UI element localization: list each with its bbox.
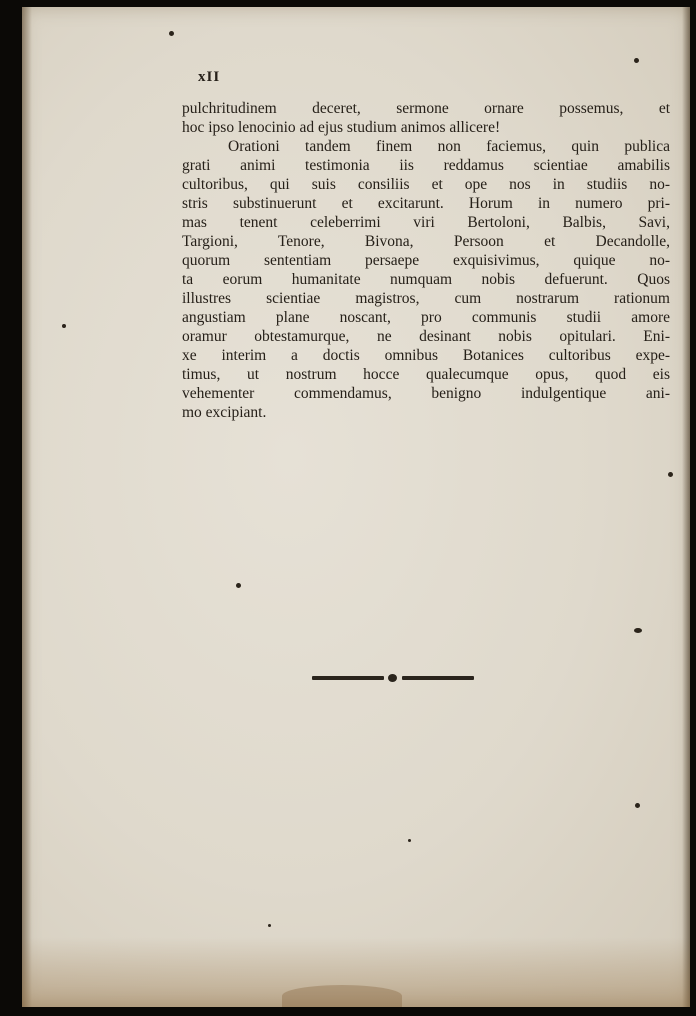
paper-speck <box>236 583 241 588</box>
page-edge-shadow <box>682 7 690 1007</box>
text-line: angustiam plane noscant, pro communis studii amore <box>182 309 670 326</box>
text-line: ta eorum humanitate numquam nobis defuerunt. Quos <box>182 271 670 288</box>
paper-speck <box>62 324 66 328</box>
text-line: quorum sententiam persaepe exquisivimus, quique no- <box>182 252 670 269</box>
text-line: hoc ipso lenocinio ad ejus studium animos allicere! <box>182 119 501 136</box>
paper-speck <box>408 839 411 842</box>
paper-speck <box>169 31 174 36</box>
binding-shadow <box>22 7 32 1007</box>
text-line: illustres scientiae magistros, cum nostrarum rationum <box>182 290 670 307</box>
text-line: pulchritudinem deceret, sermone ornare possemus, et <box>182 100 670 117</box>
ornament-rule-right <box>402 676 474 680</box>
paper-speck <box>635 803 640 808</box>
text-line: grati animi testimonia iis reddamus scientiae amabilis <box>182 157 670 174</box>
book-page <box>22 7 690 1007</box>
paper-speck <box>268 924 271 927</box>
paper-speck <box>668 472 673 477</box>
ornament-dot <box>388 674 397 682</box>
body-text <box>182 99 670 422</box>
text-line: xe interim a doctis omnibus Botanices cultoribus expe- <box>182 347 670 364</box>
paper-speck <box>634 58 639 63</box>
section-end-ornament <box>312 673 476 683</box>
paper-speck <box>634 628 642 633</box>
text-line: Orationi tandem finem non faciemus, quin publica <box>228 138 670 155</box>
text-line: mo excipiant. <box>182 404 267 421</box>
text-line: Targioni, Tenore, Bivona, Persoon et Decandolle, <box>182 233 670 250</box>
text-line: vehementer commendamus, benigno indulgentique ani- <box>182 385 670 402</box>
page-number: xII <box>198 69 221 85</box>
text-line: cultoribus, qui suis consiliis et ope nos in studiis no- <box>182 176 670 193</box>
text-line: oramur obtestamurque, ne desinant nobis opitulari. Eni- <box>182 328 670 345</box>
text-line: mas tenent celeberrimi viri Bertoloni, Balbis, Savi, <box>182 214 670 231</box>
text-line: stris substinuerunt et excitarunt. Horum in numero pri- <box>182 195 670 212</box>
text-line: timus, ut nostrum hocce qualecumque opus, quod eis <box>182 366 670 383</box>
ornament-rule-left <box>312 676 384 680</box>
stain-spot <box>282 985 402 1007</box>
